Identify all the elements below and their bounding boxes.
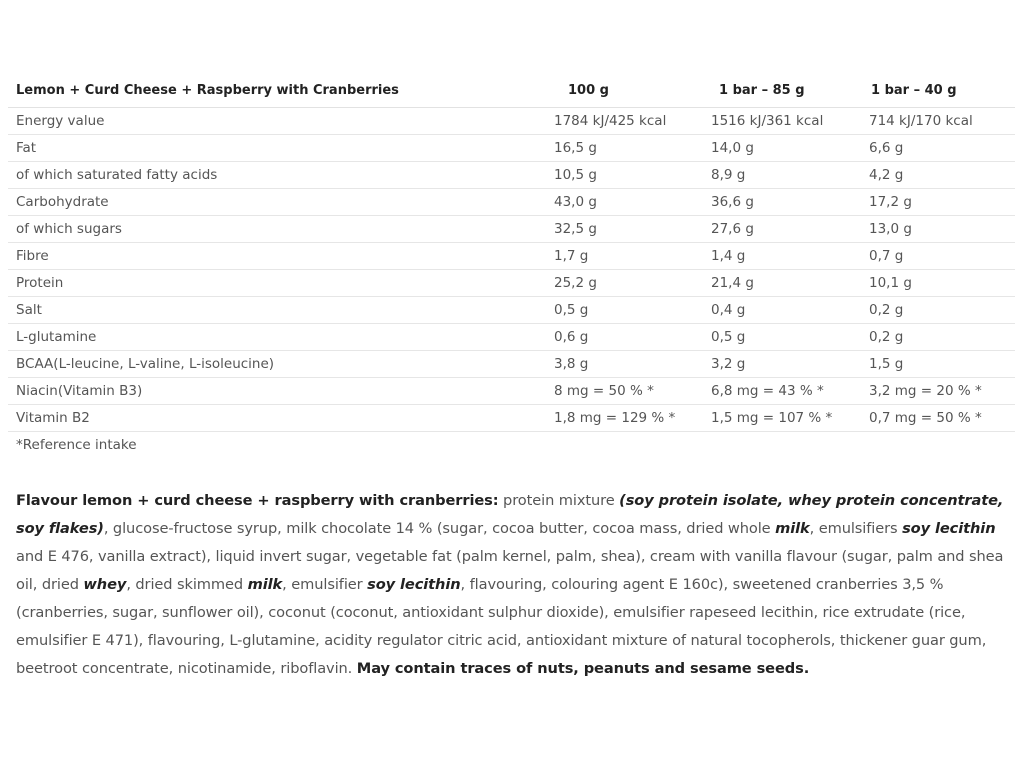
value-per-85g: 27,6 g [705,216,859,243]
value-per-40g: 17,2 g [859,189,1015,216]
value-per-85g: 14,0 g [705,135,859,162]
nutrition-section [8,73,1015,458]
table-row [8,243,1015,270]
table-row [8,135,1015,162]
value-per-100g: 0,6 g [546,324,705,351]
ingredients-text: , flavouring, colouring agent E 160c), sweetened cranberries 3,5 % (cranberries, sugar, sunflower oil), coconut (coconut, antioxidant sulphur dioxide), emulsifier rapeseed lecithin, rice extrudate (rice, emulsifier E 471), flavouring, L-glutamine, acidity regulator citric acid, antioxidant mixture of natural tocopherols, thickener guar gum, beetroot concentrate, nicotinamide, riboflavin. [16,575,987,677]
table-row [8,216,1015,243]
value-per-85g: 8,9 g [705,162,859,189]
nutrient-name: Niacin(Vitamin B3) [8,378,546,405]
value-per-100g: 3,8 g [546,351,705,378]
value-per-100g: 1,8 mg = 129 % * [546,405,705,432]
value-per-40g: 3,2 mg = 20 % * [859,378,1015,405]
value-per-40g: 1,5 g [859,351,1015,378]
reference-intake-footnote: *Reference intake [16,437,137,453]
value-per-100g: 0,5 g [546,297,705,324]
ingredients-text: , emulsifiers [809,519,903,537]
value-per-40g: 6,6 g [859,135,1015,162]
ingredients-flavour-title: Flavour lemon + curd cheese + raspberry with cranberries: [16,491,499,509]
allergen-highlight: whey [83,575,127,593]
value-per-40g: 4,2 g [859,162,1015,189]
value-per-40g: 714 kJ/170 kcal [859,108,1015,135]
value-per-100g: 25,2 g [546,270,705,297]
nutrient-name: Fibre [8,243,546,270]
allergen-highlight: milk [775,519,810,537]
value-per-100g: 10,5 g [546,162,705,189]
ingredients-text: protein mixture [498,491,620,509]
table-row [8,297,1015,324]
allergen-highlight: (soy protein isolate, whey protein concentrate, soy flakes) [16,491,1004,537]
value-per-40g: 0,2 g [859,297,1015,324]
value-per-40g: 0,7 g [859,243,1015,270]
ingredients-text: , emulsifier [282,575,368,593]
allergen-highlight: milk [247,575,283,593]
nutrition-rows [8,108,1015,432]
nutrient-name: Salt [8,297,546,324]
header-per-85g-bar: 1 bar – 85 g [705,73,859,108]
table-row [8,351,1015,378]
value-per-40g: 0,2 g [859,324,1015,351]
nutrient-name: L-glutamine [8,324,546,351]
nutrient-name: BCAA(L-leucine, L-valine, L-isoleucine) [8,351,546,378]
ingredients-text: , dried skimmed [126,575,248,593]
table-row [8,378,1015,405]
value-per-85g: 6,8 mg = 43 % * [705,378,859,405]
table-row [8,270,1015,297]
allergen-highlight: soy lecithin [902,519,996,537]
value-per-85g: 21,4 g [705,270,859,297]
value-per-85g: 0,5 g [705,324,859,351]
ingredients-text: , glucose-fructose syrup, milk chocolate 14 % (sugar, cocoa butter, cocoa mass, dried whole [103,519,776,537]
value-per-85g: 36,6 g [705,189,859,216]
allergen-highlight: soy lecithin [367,575,461,593]
ingredients-paragraph [16,487,1016,683]
value-per-100g: 1,7 g [546,243,705,270]
value-per-100g: 8 mg = 50 % * [546,378,705,405]
value-per-100g: 32,5 g [546,216,705,243]
nutrient-name: Fat [8,135,546,162]
header-per-100g: 100 g [546,73,705,108]
nutrient-name: Protein [8,270,546,297]
table-row [8,162,1015,189]
value-per-85g: 0,4 g [705,297,859,324]
may-contain-warning: May contain traces of nuts, peanuts and sesame seeds. [356,659,810,677]
value-per-100g: 16,5 g [546,135,705,162]
table-row [8,324,1015,351]
header-per-40g-bar: 1 bar – 40 g [859,73,1015,108]
value-per-100g: 1784 kJ/425 kcal [546,108,705,135]
nutrient-name: Energy value [8,108,546,135]
table-row [8,405,1015,432]
value-per-40g: 10,1 g [859,270,1015,297]
value-per-100g: 43,0 g [546,189,705,216]
nutrient-name: of which saturated fatty acids [8,162,546,189]
table-row [8,189,1015,216]
value-per-85g: 1516 kJ/361 kcal [705,108,859,135]
value-per-40g: 13,0 g [859,216,1015,243]
value-per-85g: 1,5 mg = 107 % * [705,405,859,432]
table-row [8,108,1015,135]
value-per-85g: 1,4 g [705,243,859,270]
nutrient-name: Carbohydrate [8,189,546,216]
nutrition-table [8,73,1015,432]
nutrient-name: of which sugars [8,216,546,243]
nutrient-name: Vitamin B2 [8,405,546,432]
value-per-40g: 0,7 mg = 50 % * [859,405,1015,432]
table-header-row [8,73,1015,108]
ingredients-text: and E 476, vanilla extract), liquid invert sugar, vegetable fat (palm kernel, palm, shea), cream with vanilla flavour (sugar, palm and shea oil, dried [16,547,1004,593]
header-product-name: Lemon + Curd Cheese + Raspberry with Cranberries [8,73,546,108]
value-per-85g: 3,2 g [705,351,859,378]
